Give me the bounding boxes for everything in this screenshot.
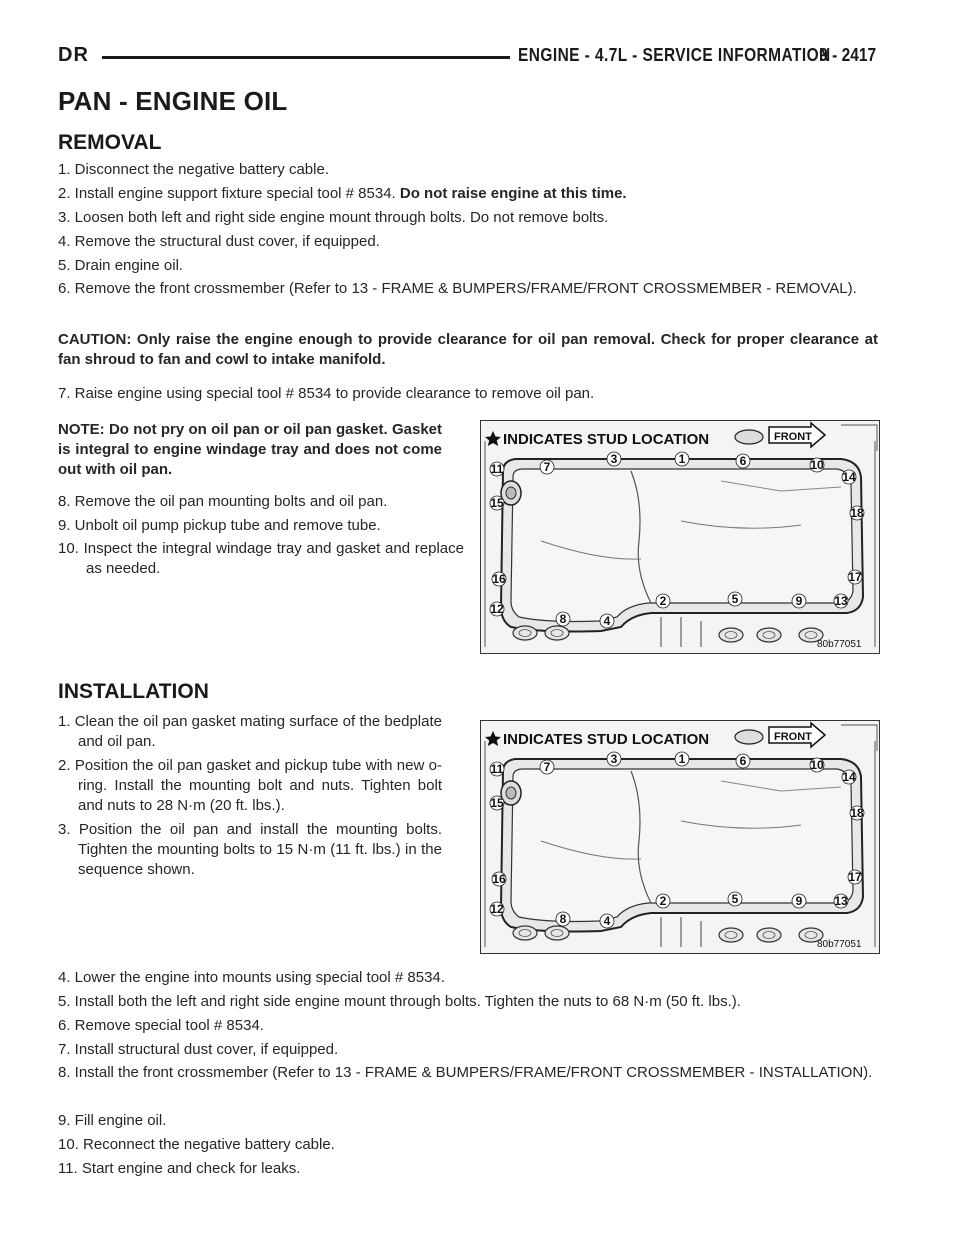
bolt-number: 4 [603,614,611,628]
bolt-number: 9 [795,594,803,608]
bolt-number: 15 [490,796,504,810]
bolt-number: 14 [842,470,856,484]
bolt-number: 4 [603,914,611,928]
removal-heading: REMOVAL [58,131,162,154]
removal-step-1: 1. Disconnect the negative battery cable. [58,161,329,178]
bolt-number: 14 [842,770,856,784]
bolt-number: 18 [850,806,864,820]
page-number: 9 - 2417 [819,45,876,65]
removal-step-3: 3. Loosen both left and right side engine mount through bolts. Do not remove bolts. [58,209,609,226]
bolt-number: 3 [610,752,618,766]
bolt-number: 8 [559,612,567,626]
bolt-number: 6 [739,454,747,468]
note-text: NOTE: Do not pry on oil pan or oil pan gasket. Gasket is integral to engine windage tray and does not come out with oil pan. [58,421,442,478]
bolt-number: 13 [834,594,848,608]
oil-pan-bolt-diagram-installation [480,720,880,954]
front-label: FRONT [774,431,812,443]
bolt-number: 11 [490,462,504,476]
bolt-number: 12 [490,602,504,616]
removal-step-6: 6. Remove the front crossmember (Refer to 13 - FRAME & BUMPERS/FRAME/FRONT CROSSMEMBER - REMOVAL). [58,280,857,297]
page-header [58,44,876,72]
removal-step-8: 8. Remove the oil pan mounting bolts and oil pan. [58,493,388,510]
bolt-number: 16 [492,572,506,586]
oil-pan-diagram-svg [481,721,879,953]
figure-legend: INDICATES STUD LOCATION [503,731,710,748]
removal-step-10: 10. Inspect the integral windage tray and gasket and replace as needed. [58,540,464,577]
bolt-number: 18 [850,506,864,520]
install-step-2: 2. Position the oil pan gasket and pickup tube with new o-ring. Install the mounting bolt and nuts. Tighten bolt and nuts to 28 N·m (20 ft. lbs.). [58,757,442,814]
bolt-number: 2 [659,594,667,608]
bolt-number: 17 [848,570,862,584]
removal-step-2-text: 2. Install engine support fixture special tool # 8534. [58,185,396,202]
installation-heading: INSTALLATION [58,680,209,703]
bolt-number: 8 [559,912,567,926]
figure-id: 80b77051 [817,639,862,650]
bolt-number: 6 [739,754,747,768]
bolt-number: 7 [543,760,551,774]
install-step-9: 9. Fill engine oil. [58,1112,167,1129]
removal-step-2 [58,184,627,204]
removal-step-4: 4. Remove the structural dust cover, if equipped. [58,233,380,250]
bolt-number: 10 [810,458,824,472]
bolt-number: 9 [795,894,803,908]
bolt-number: 13 [834,894,848,908]
bolt-number: 1 [678,452,686,466]
front-label: FRONT [774,731,812,743]
removal-step-7: 7. Raise engine using special tool # 8534 to provide clearance to remove oil pan. [58,385,595,402]
bolt-number: 5 [731,592,739,606]
caution-text: CAUTION: Only raise the engine enough to provide clearance for oil pan removal. Check for proper clearance at fan shroud to fan and cowl to intake manifold. [58,331,878,368]
removal-step-5: 5. Drain engine oil. [58,257,184,274]
bolt-number: 2 [659,894,667,908]
install-step-4: 4. Lower the engine into mounts using special tool # 8534. [58,969,445,986]
bolt-number: 17 [848,870,862,884]
header-rule [102,56,510,59]
bolt-number: 12 [490,902,504,916]
install-step-10: 10. Reconnect the negative battery cable. [58,1136,335,1153]
install-step-11: 11. Start engine and check for leaks. [58,1160,301,1177]
bolt-number: 16 [492,872,506,886]
bolt-number: 11 [490,762,504,776]
section-title: ENGINE - 4.7L - SERVICE INFORMATION [518,45,831,65]
oil-pan-diagram-svg [481,421,879,653]
bolt-number: 15 [490,496,504,510]
install-step-6: 6. Remove special tool # 8534. [58,1017,264,1034]
removal-step-9: 9. Unbolt oil pump pickup tube and remove tube. [58,517,381,534]
removal-step-2-warning: Do not raise engine at this time. [399,185,627,202]
bolt-number: 7 [543,460,551,474]
figure-legend: INDICATES STUD LOCATION [503,431,710,448]
figure-id: 80b77051 [817,939,862,950]
install-step-8: 8. Install the front crossmember (Refer to 13 - FRAME & BUMPERS/FRAME/FRONT CROSSMEMBER - INSTALLATION). [58,1064,873,1081]
vehicle-code: DR [58,44,89,66]
bolt-number: 10 [810,758,824,772]
install-step-3: 3. Position the oil pan and install the mounting bolts. Tighten the mounting bolts to 15 N·m (11 ft. lbs.) in the sequence shown. [58,821,442,878]
page-title: PAN - ENGINE OIL [58,86,288,116]
bolt-number: 1 [678,752,686,766]
oil-pan-bolt-diagram-removal [480,420,880,654]
install-step-1: 1. Clean the oil pan gasket mating surface of the bedplate and oil pan. [58,713,442,750]
install-step-7: 7. Install structural dust cover, if equipped. [58,1041,339,1058]
install-step-5: 5. Install both the left and right side engine mount through bolts. Tighten the nuts to 68 N·m (50 ft. lbs.). [58,993,741,1010]
bolt-number: 3 [610,452,618,466]
bolt-number: 5 [731,892,739,906]
